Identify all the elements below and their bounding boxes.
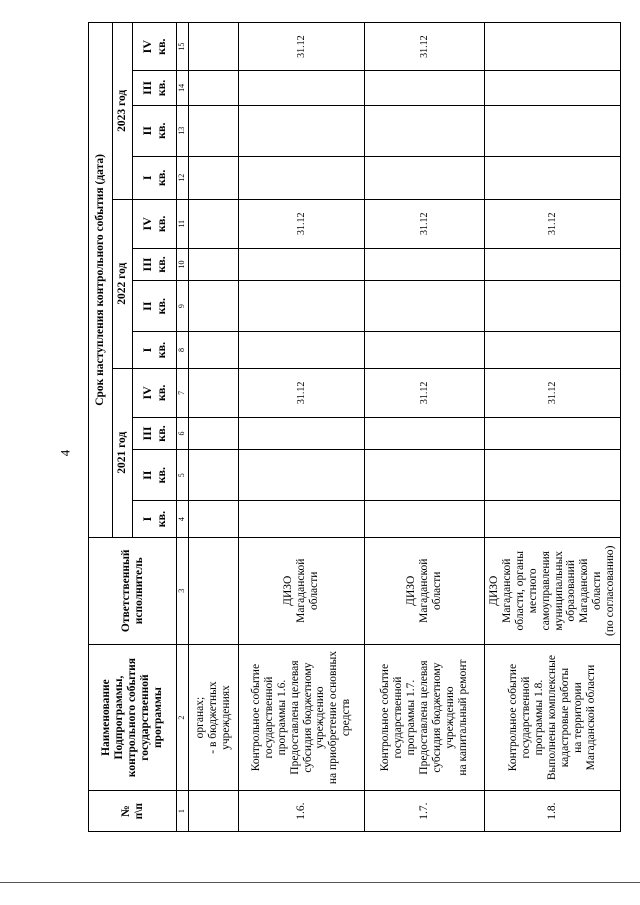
deadline-cell <box>485 248 621 280</box>
deadline-cell: 31.12 <box>365 368 485 417</box>
deadline-cell: 31.12 <box>485 199 621 248</box>
column-number: 3 <box>177 537 189 644</box>
deadline-cell <box>239 248 365 280</box>
event-name: Контрольное событие государственной программы 1.7. Предоставлена целевая субсидия бюджетному учреждению на капитальный ремонт <box>365 644 485 791</box>
control-events-table <box>88 22 621 832</box>
deadline-cell <box>485 71 621 105</box>
quarter-header: III кв. <box>133 71 177 105</box>
deadline-cell <box>239 156 365 199</box>
header-year-2022: 2022 год <box>113 199 133 368</box>
deadline-cell <box>239 450 365 501</box>
deadline-cell <box>189 450 239 501</box>
table-row <box>485 23 621 832</box>
deadline-cell <box>365 280 485 331</box>
executor <box>189 537 239 644</box>
deadline-cell <box>189 23 239 71</box>
column-number: 7 <box>177 368 189 417</box>
deadline-cell <box>189 156 239 199</box>
deadline-cell <box>189 71 239 105</box>
header-executor: Ответственный исполнитель <box>89 537 177 644</box>
event-name: Контрольное событие государственной программы 1.8. Выполнены комплексные кадастровые работы на территории Магаданской области <box>485 644 621 791</box>
row-number: 1.7. <box>365 791 485 832</box>
column-number: 8 <box>177 332 189 368</box>
deadline-cell <box>189 368 239 417</box>
deadline-cell <box>485 23 621 71</box>
deadline-cell: 31.12 <box>239 23 365 71</box>
deadline-cell: 31.12 <box>239 368 365 417</box>
event-name: Контрольное событие государственной программы 1.6. Предоставлена целевая субсидия бюджетному учреждению на приобретение основных средств <box>239 644 365 791</box>
deadline-cell <box>485 156 621 199</box>
deadline-cell <box>189 199 239 248</box>
rotated-sheet <box>88 22 616 832</box>
column-number: 10 <box>177 248 189 280</box>
bottom-rule <box>0 882 640 883</box>
deadline-cell <box>189 332 239 368</box>
deadline-cell <box>239 71 365 105</box>
deadline-cell <box>365 105 485 156</box>
deadline-cell <box>239 501 365 537</box>
table-row <box>365 23 485 832</box>
column-number: 9 <box>177 280 189 331</box>
deadline-cell <box>485 450 621 501</box>
table-viewport <box>88 22 616 832</box>
deadline-cell <box>365 417 485 449</box>
header-deadline: Срок наступления контрольного события (дата) <box>89 23 113 538</box>
row-number <box>189 791 239 832</box>
column-number: 1 <box>177 791 189 832</box>
executor: ДИЗО Магаданской области <box>239 537 365 644</box>
deadline-cell <box>189 417 239 449</box>
quarter-header: I кв. <box>133 332 177 368</box>
quarter-header: III кв. <box>133 417 177 449</box>
table-row <box>189 23 239 832</box>
row-number: 1.6. <box>239 791 365 832</box>
deadline-cell <box>189 105 239 156</box>
deadline-cell <box>365 248 485 280</box>
column-number: 13 <box>177 105 189 156</box>
page-number: 4 <box>57 449 72 456</box>
deadline-cell <box>189 280 239 331</box>
deadline-cell <box>239 280 365 331</box>
deadline-cell: 31.12 <box>239 199 365 248</box>
quarter-header: II кв. <box>133 105 177 156</box>
quarter-header: IV кв. <box>133 199 177 248</box>
header-year-2021: 2021 год <box>113 368 133 537</box>
deadline-cell <box>189 501 239 537</box>
header-year-2023: 2023 год <box>113 23 133 200</box>
quarter-header: I кв. <box>133 156 177 199</box>
quarter-header: II кв. <box>133 450 177 501</box>
deadline-cell <box>239 332 365 368</box>
deadline-cell <box>485 332 621 368</box>
event-name: органах; - в бюджетных учреждениях <box>189 644 239 791</box>
deadline-cell <box>365 156 485 199</box>
header-num: № п\п <box>89 791 177 832</box>
column-number: 2 <box>177 644 189 791</box>
column-number: 12 <box>177 156 189 199</box>
deadline-cell: 31.12 <box>365 23 485 71</box>
column-number: 15 <box>177 23 189 71</box>
quarter-header: III кв. <box>133 248 177 280</box>
deadline-cell <box>365 450 485 501</box>
column-number: 4 <box>177 501 189 537</box>
column-number: 5 <box>177 450 189 501</box>
deadline-cell: 31.12 <box>365 199 485 248</box>
quarter-header: IV кв. <box>133 368 177 417</box>
deadline-cell <box>485 501 621 537</box>
quarter-header: II кв. <box>133 280 177 331</box>
deadline-cell <box>485 417 621 449</box>
deadline-cell <box>239 417 365 449</box>
deadline-cell: 31.12 <box>485 368 621 417</box>
column-number: 6 <box>177 417 189 449</box>
deadline-cell <box>189 248 239 280</box>
quarter-header: I кв. <box>133 501 177 537</box>
quarter-header: IV кв. <box>133 23 177 71</box>
table-row <box>239 23 365 832</box>
table-body <box>189 23 621 832</box>
deadline-cell <box>365 501 485 537</box>
row-number: 1.8. <box>485 791 621 832</box>
deadline-cell <box>485 105 621 156</box>
column-number: 14 <box>177 71 189 105</box>
deadline-cell <box>365 71 485 105</box>
deadline-cell <box>485 280 621 331</box>
header-name: Наименование Подпрограммы, контрольного события государственной программы <box>89 644 177 791</box>
column-number: 11 <box>177 199 189 248</box>
executor: ДИЗО Магаданской области, органы местного самоуправления муниципальных образований Магаданской области (по согласованию) <box>485 537 621 644</box>
column-number-row <box>177 23 189 832</box>
deadline-cell <box>365 332 485 368</box>
deadline-cell <box>239 105 365 156</box>
executor: ДИЗО Магаданской области <box>365 537 485 644</box>
